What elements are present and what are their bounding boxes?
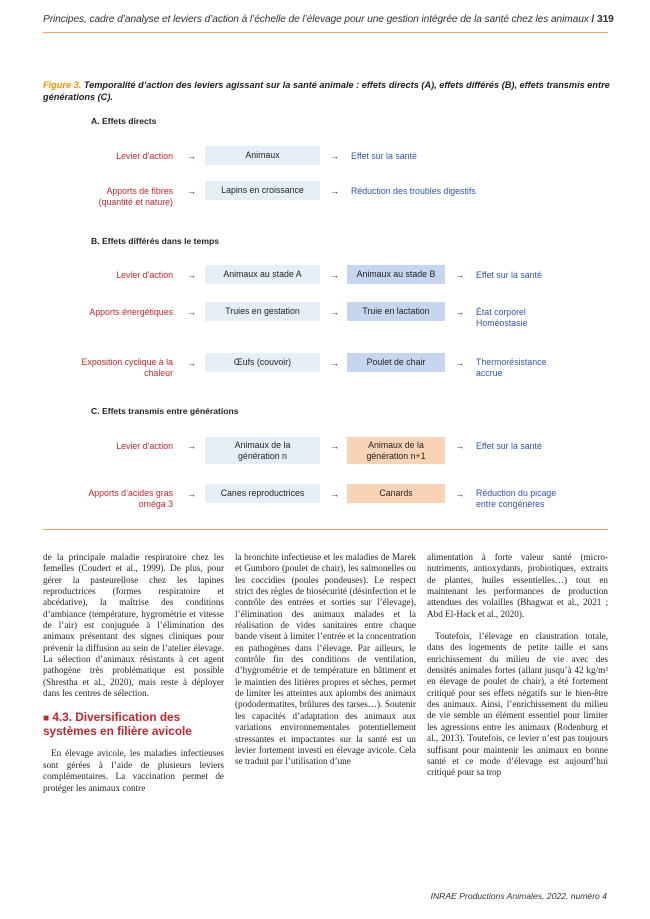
arrow-icon: → bbox=[455, 270, 464, 280]
page-number: 319 bbox=[597, 14, 614, 25]
section-heading bbox=[43, 711, 224, 738]
lever-b3 bbox=[46, 357, 173, 379]
running-head-title: Principes, cadre d’analyse et leviers d’action à l’échelle de l’élevage pour une gestion intégrée de la santé chez les animaux bbox=[43, 14, 589, 25]
effect-b3 bbox=[476, 357, 546, 379]
paragraph: alimentation à forte valeur santé (micro-nutriments, antioxydants, probiotiques, extraits de plantes, huiles essentielles…) tout en maintenant les performances de production attendues des volailles (Bhagwat et al., 2021 ; Abd El-Hack et al., 2020). bbox=[427, 552, 608, 619]
arrow-icon: → bbox=[330, 489, 339, 499]
effect-b2 bbox=[476, 307, 527, 329]
box-c1-2-line2: génération n+1 bbox=[366, 450, 426, 461]
lever-a2-line2: (quantité et nature) bbox=[98, 197, 173, 207]
effect-b3-line2: accrue bbox=[476, 368, 503, 378]
arrow-icon: → bbox=[455, 441, 464, 451]
box-b3-1: Œufs (couvoir) bbox=[205, 353, 320, 372]
arrow-icon: → bbox=[330, 441, 339, 451]
header-rule bbox=[43, 32, 608, 33]
arrow-icon: → bbox=[187, 358, 196, 368]
arrow-icon: → bbox=[187, 441, 196, 451]
box-c1-1-line2: génération n bbox=[238, 450, 287, 461]
figure-bottom-rule bbox=[43, 529, 608, 530]
lever-c2-line2: oméga 3 bbox=[138, 499, 173, 509]
section-a-title: A. Effets directs bbox=[91, 116, 157, 126]
arrow-icon: → bbox=[187, 489, 196, 499]
lever-b1: Levier d’action bbox=[116, 270, 173, 280]
arrow-icon: → bbox=[455, 307, 464, 317]
effect-b2-line1: État corporel bbox=[476, 307, 526, 317]
box-a2-1: Lapins en croissance bbox=[205, 181, 320, 200]
arrow-icon: → bbox=[330, 358, 339, 368]
lever-c2-line1: Apports d’acides gras bbox=[88, 488, 173, 498]
lever-a1: Levier d’action bbox=[116, 151, 173, 161]
section-heading-text: 4.3. Diversification des systèmes en filière avicole bbox=[43, 710, 192, 739]
effect-c1: Effet sur la santé bbox=[476, 441, 542, 451]
box-b2-1: Truies en gestation bbox=[205, 302, 320, 321]
arrow-icon: → bbox=[455, 489, 464, 499]
effect-c2-line2: entre congénères bbox=[476, 499, 545, 509]
arrow-icon: → bbox=[187, 151, 196, 161]
arrow-icon: → bbox=[455, 358, 464, 368]
paragraph: Toutefois, l’élevage en claustration totale, dans des logements de petite taille et sans enrichissement du milieu de vie avec des densités animales fortes (allant jusqu’à 42 kg/m² en élevage de poulet de chair), a été fortement critiqué pour ses effets négatifs sur le bien-être des animaux. Ainsi, l’enrichissement du milieu de vie semble un élément essentiel pour limiter les agressions entre les animaux (Rodenburg et al., 2013). Toutefois, ce levier n’est pas toujours suffisant pour maintenir les animaux en bonne santé et ce mode d’élevage est aujourd’hui critiqué pour sa trop bbox=[427, 631, 608, 778]
effect-c2 bbox=[476, 488, 556, 510]
section-b-title: B. Effets différés dans le temps bbox=[91, 236, 219, 246]
arrow-icon: → bbox=[187, 307, 196, 317]
page-footer: INRAE Productions Animales, 2022, numéro 4 bbox=[430, 891, 607, 901]
effect-b1: Effet sur la santé bbox=[476, 270, 542, 280]
box-c2-1: Canes reproductrices bbox=[205, 484, 320, 503]
box-a1-1: Animaux bbox=[205, 146, 320, 165]
effect-a1: Effet sur la santé bbox=[351, 151, 417, 161]
arrow-icon: → bbox=[330, 186, 339, 196]
lever-c2 bbox=[46, 488, 173, 510]
lever-a2-line1: Apports de fibres bbox=[106, 186, 173, 196]
effect-a2: Réduction des troubles digestifs bbox=[351, 186, 476, 196]
box-c1-1-line1: Animaux de la bbox=[234, 440, 291, 450]
effect-c2-line1: Réduction du picage bbox=[476, 488, 557, 498]
square-bullet-icon: ■ bbox=[43, 713, 50, 725]
box-b2-2: Truie en lactation bbox=[347, 302, 445, 321]
lever-c1: Levier d’action bbox=[116, 441, 173, 451]
arrow-icon: → bbox=[330, 270, 339, 280]
arrow-icon: → bbox=[330, 151, 339, 161]
body-column-3 bbox=[427, 552, 608, 779]
figure-label: Figure 3. bbox=[43, 80, 82, 90]
body-column-2 bbox=[235, 552, 416, 768]
lever-b3-line1: Exposition cyclique à la bbox=[81, 357, 173, 367]
lever-a2 bbox=[46, 186, 173, 208]
box-c2-2: Canards bbox=[347, 484, 445, 503]
figure-caption-text: Temporalité d’action des leviers agissant sur la santé animale : effets directs (A), effets différés (B), effets transmis entre générations (C). bbox=[43, 80, 610, 102]
effect-b2-line2: Homéostasie bbox=[476, 318, 528, 328]
box-b3-2: Poulet de chair bbox=[347, 353, 445, 372]
box-b1-1: Animaux au stade A bbox=[205, 265, 320, 284]
box-c1-2 bbox=[347, 437, 445, 464]
running-head bbox=[43, 14, 614, 25]
box-c1-2-line1: Animaux de la bbox=[368, 440, 424, 450]
arrow-icon: → bbox=[187, 270, 196, 280]
arrow-icon: → bbox=[187, 186, 196, 196]
arrow-icon: → bbox=[330, 307, 339, 317]
section-c-title: C. Effets transmis entre générations bbox=[91, 406, 239, 416]
paragraph: la bronchite infectieuse et les maladies de Marek et Gumboro (poulet de chair), les salmonelles ou les coccidies (poules pondeuses). Le respect strict des règles de biosécurité (désinfection et le contrôle des entrées et sorties sur l’élevage), l’élimination des animaux malades et la réalisation de vides sanitaires entre chaque bande visent à limiter l’entrée et la concentration en pathogènes dans l’élevage. Par ailleurs, le contrôle fin des conditions de ventilation, d’hygrométrie et de température en bâtiment et le maintien des litières propres et sèches, permet de limiter les atteintes aux aplombs des animaux (pododermatites, brûlures des tarses…). Soutenir les capacités d’adaptation des animaux aux variations environnementales potentiellement stressantes et impactantes sur la santé est un levier fortement investi en élevage avicole. Cela se traduit par l’utilisation d’une bbox=[235, 552, 416, 767]
body-column-1 bbox=[43, 552, 224, 794]
paragraph: En élevage avicole, les maladies infectieuses sont gérées à l’aide de plusieurs leviers complémentaires. La vaccination permet de protéger les animaux contre bbox=[43, 748, 224, 793]
lever-b2: Apports énergétiques bbox=[89, 307, 173, 317]
figure-caption bbox=[43, 80, 613, 103]
running-head-separator: / bbox=[588, 14, 597, 25]
effect-b3-line1: Thermorésistance bbox=[476, 357, 547, 367]
box-b1-2: Animaux au stade B bbox=[347, 265, 445, 284]
lever-b3-line2: chaleur bbox=[144, 368, 173, 378]
paragraph: de la principale maladie respiratoire chez les femelles (Coudert et al., 1999). De plus, pour gérer la pasteurellose chez les lapines reproductrices (formes respiratoire et abcédative), la maîtrise des conditions d’ambiance (température, hygrométrie et vitesse de l’air) est conjuguée à l’élimination des animaux présentant des signes cliniques pour prévenir la diffusion au sein de l’atelier élevage. La sélection d’animaux résistants à cet agent pathogène très problématique est possible (Shrestha et al., 2020), mais reste à déployer dans les centres de sélection. bbox=[43, 552, 224, 699]
box-c1-1 bbox=[205, 437, 320, 464]
